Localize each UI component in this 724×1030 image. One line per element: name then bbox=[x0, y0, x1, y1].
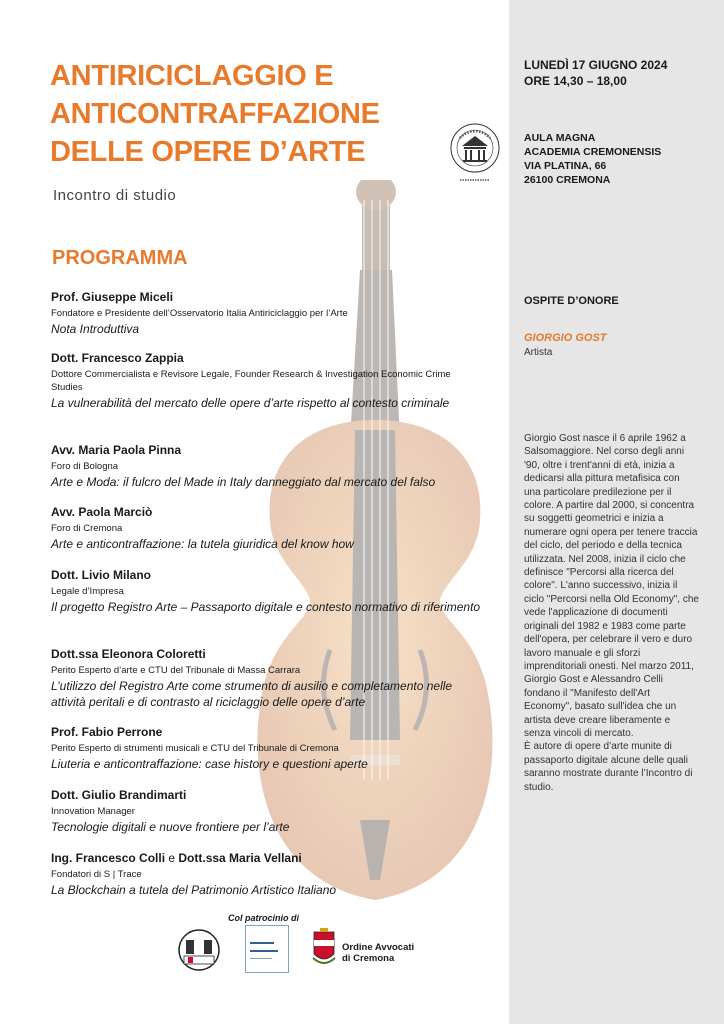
speaker-role: Foro di Cremona bbox=[51, 523, 123, 534]
speaker-name bbox=[51, 851, 481, 866]
event-time: ORE 14,30 – 18,00 bbox=[524, 74, 627, 88]
program-entry bbox=[51, 505, 481, 552]
speaker-name: Prof. Fabio Perrone bbox=[51, 725, 163, 739]
event-datetime bbox=[524, 57, 667, 89]
speaker-role: Legale d’Impresa bbox=[51, 586, 124, 597]
talk-title: L’utilizzo del Registro Arte come strumento di ausilio e completamento nelle attività peritali e di contrasto al riciclaggio delle opere d’arte bbox=[51, 679, 453, 709]
guest-role: Artista bbox=[524, 347, 553, 358]
academia-cremonensis-seal bbox=[440, 118, 510, 196]
bio-paragraph: È autore di opere d’arte munite di passaporto digitale alcune delle quali saranno mostrate durante l’Incontro di studio. bbox=[524, 741, 693, 793]
speaker-name: Dott.ssa Eleonora Coloretti bbox=[51, 647, 206, 661]
speaker-name: Dott. Francesco Zappia bbox=[51, 351, 184, 365]
venue-line: ACADEMIA CREMONENSIS bbox=[524, 146, 662, 158]
venue-line: AULA MAGNA bbox=[524, 132, 596, 144]
talk-title: La Blockchain a tutela del Patrimonio Artistico Italiano bbox=[51, 883, 337, 897]
talk-title: Nota Introduttiva bbox=[51, 322, 140, 336]
program-entry bbox=[51, 647, 481, 710]
speaker-name-a: Ing. Francesco Colli bbox=[51, 851, 166, 865]
program-entry bbox=[51, 725, 481, 772]
title-line-3: DELLE OPERE D’ARTE bbox=[50, 136, 366, 168]
speaker-name: Avv. Paola Marciò bbox=[51, 505, 153, 519]
talk-title: Arte e Moda: il fulcro del Made in Italy danneggiato dal mercato del falso bbox=[51, 475, 436, 489]
program-entry bbox=[51, 568, 481, 615]
speaker-role: Foro di Bologna bbox=[51, 461, 119, 472]
speaker-role: Dottore Commercialista e Revisore Legale, Founder Research & Investigation Economic Crime Studies bbox=[51, 369, 451, 393]
istituto-logo-graphic bbox=[246, 926, 288, 972]
program-entry bbox=[51, 290, 481, 337]
venue-address bbox=[524, 131, 661, 187]
event-title bbox=[50, 57, 470, 171]
guest-label: OSPITE D’ONORE bbox=[524, 295, 619, 307]
speaker-role: Innovation Manager bbox=[51, 806, 135, 817]
ordine-line: Ordine Avvocati bbox=[342, 942, 415, 953]
speaker-name: Avv. Maria Paola Pinna bbox=[51, 443, 182, 457]
venue-line: VIA PLATINA, 66 bbox=[524, 160, 607, 172]
programma-heading: PROGRAMMA bbox=[52, 247, 188, 269]
speaker-role: Fondatori di S | Trace bbox=[51, 869, 142, 880]
event-date: LUNEDÌ 17 GIUGNO 2024 bbox=[524, 58, 668, 72]
speaker-role: Perito Esperto d’arte e CTU del Tribunale di Massa Carrara bbox=[51, 665, 301, 676]
guest-bio bbox=[524, 432, 699, 794]
speaker-name: Dott. Giulio Brandimarti bbox=[51, 788, 187, 802]
speaker-name-join: e bbox=[165, 851, 179, 865]
title-line-1: ANTIRICICLAGGIO E bbox=[50, 60, 334, 92]
venue-line: 26100 CREMONA bbox=[524, 174, 611, 186]
program-entry bbox=[51, 851, 481, 898]
ordine-line: di Cremona bbox=[342, 953, 395, 964]
istituto-nazionale-logo bbox=[245, 925, 289, 973]
program-entry bbox=[51, 351, 481, 411]
patronage-label: Col patrocinio di bbox=[228, 913, 299, 923]
ordine-avvocati-crest bbox=[311, 928, 337, 972]
jctic-logo bbox=[176, 928, 222, 972]
title-line-2: ANTICONTRAFFAZIONE bbox=[50, 98, 380, 130]
program-entry bbox=[51, 443, 481, 490]
talk-title: Liuteria e anticontraffazione: case history e questioni aperte bbox=[51, 757, 368, 771]
event-subtitle: Incontro di studio bbox=[53, 187, 177, 204]
guest-name: GIORGIO GOST bbox=[524, 332, 607, 344]
speaker-role: Fondatore e Presidente dell’Osservatorio Italia Antiriciclaggio per l’Arte bbox=[51, 308, 348, 319]
ordine-avvocati-label bbox=[342, 942, 414, 964]
speaker-name: Dott. Livio Milano bbox=[51, 568, 151, 582]
speaker-name: Prof. Giuseppe Miceli bbox=[51, 290, 174, 304]
bio-paragraph: Giorgio Gost nasce il 6 aprile 1962 a Salsomaggiore. Nel corso degli anni '90, oltre i trent'anni di età, inizia a dedicarsi alla pittura metafisica con una particolare predilezione per il colore. A partire dal 2000, si concentra su soggetti geometrici e inizia a numerare ogni opera per tenere traccia del ciclo, del periodo e della tecnica utilizzata. Nel 2008, inizia il ciclo che definisce "Percorsi alla ricerca del colore". L'anno successivo, inizia il ciclo "Percorsi nella Old Economy", che vede l'applicazione di documenti originali del 1982 e 1983 come parte dell'opera, per celebrare il vero e duro lavoro manuale e gli sforzi imprenditoriali onesti. Nel marzo 2011, Giorgio Gost e Alessandro Celli fondano il "Manifesto dell'Art Economy", basato sull'idea che un artista deve creare liberamente e senza vincoli di mercato. bbox=[524, 433, 699, 739]
talk-title: La vulnerabilità del mercato delle opere d’arte rispetto al contesto criminale bbox=[51, 396, 450, 410]
talk-title: Il progetto Registro Arte – Passaporto digitale e contesto normativo di riferimento bbox=[51, 600, 481, 614]
speaker-role: Perito Esperto di strumenti musicali e CTU del Tribunale di Cremona bbox=[51, 743, 339, 754]
talk-title: Arte e anticontraffazione: la tutela giuridica del know how bbox=[51, 537, 354, 551]
speaker-name-b: Dott.ssa Maria Vellani bbox=[178, 851, 302, 865]
program-entry bbox=[51, 788, 481, 835]
talk-title: Tecnologie digitali e nuove frontiere per l’arte bbox=[51, 820, 290, 834]
